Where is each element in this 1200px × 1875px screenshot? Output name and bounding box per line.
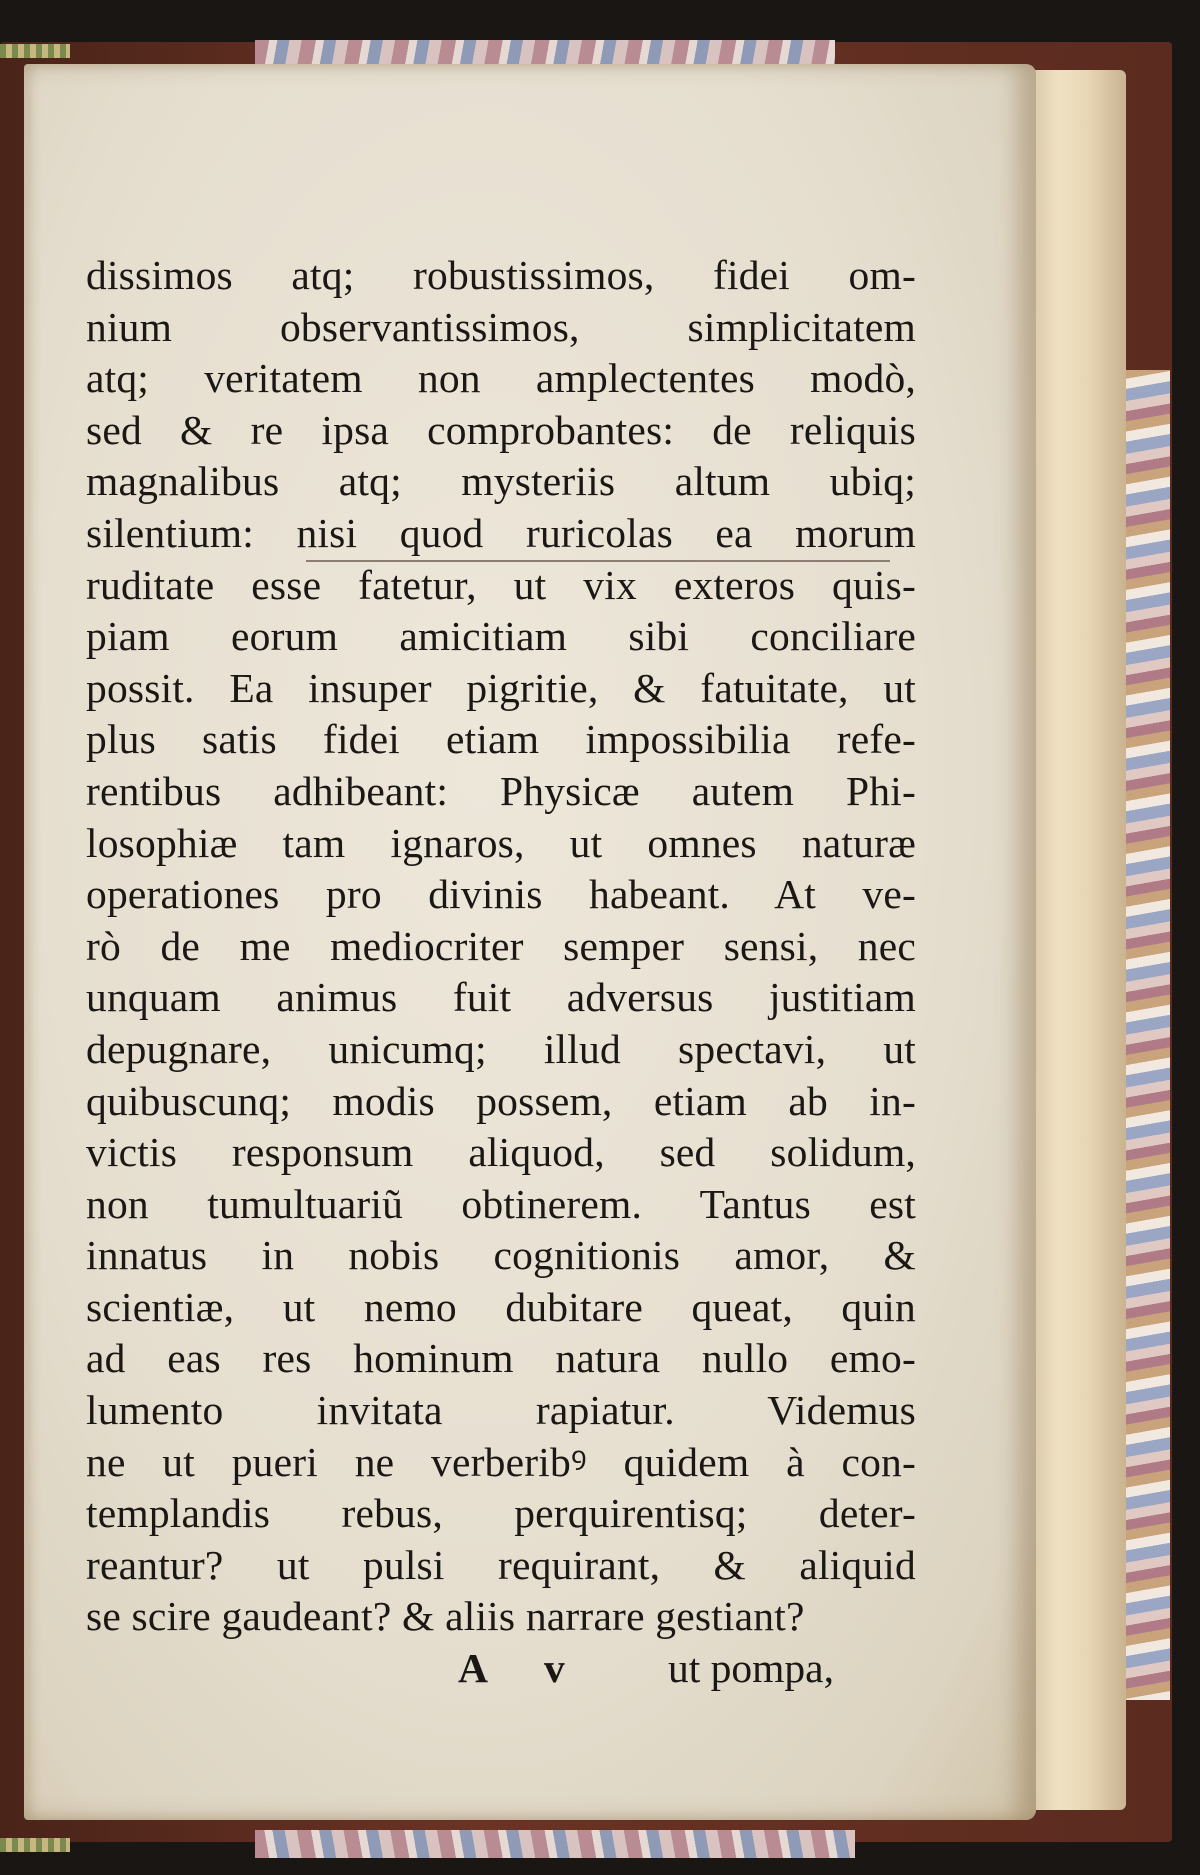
- text-line: unquam animus fuit adversus justitiam: [86, 974, 916, 1021]
- text-line: scientiæ, ut nemo dubitare queat, quin: [86, 1283, 916, 1330]
- text-line: sed & re ipsa comprobantes: de reliquis: [86, 406, 916, 453]
- marbled-edge-bottom: [255, 1830, 855, 1858]
- text-line: innatus in nobis cognitionis amor, &: [86, 1232, 916, 1279]
- text-line: plus satis fidei etiam impossibilia refe-: [86, 716, 916, 763]
- text-line: quibuscunq; modis possem, etiam ab in-: [86, 1077, 916, 1124]
- text-line: nium observantissimos, simplicitatem: [86, 303, 916, 350]
- text-line: losophiæ tam ignaros, ut omnes naturæ: [86, 819, 916, 866]
- tailband: [0, 1838, 70, 1852]
- text-line: possit. Ea insuper pigritie, & fatuitate, ut: [86, 664, 916, 711]
- headband: [0, 44, 70, 58]
- text-line: reantur? ut pulsi requirant, & aliquid: [86, 1541, 916, 1588]
- text-line: non tumultuariũ obtinerem. Tantus est: [86, 1180, 916, 1227]
- text-line: rentibus adhibeant: Physicæ autem Phi-: [86, 767, 916, 814]
- text-line: atq; veritatem non amplectentes modò,: [86, 355, 916, 402]
- text-line: lumento invitata rapiatur. Videmus: [86, 1387, 916, 1434]
- text-line: operationes pro divinis habeant. At ve-: [86, 871, 916, 918]
- text-line: templandis rebus, perquirentisq; deter-: [86, 1490, 916, 1537]
- text-line: ruditate esse fatetur, ut vix exteros quis-: [86, 561, 916, 608]
- page-text: [86, 250, 916, 1643]
- text-line: silentium: nisi quod ruricolas ea morum: [86, 509, 916, 556]
- catch-line: [86, 1640, 916, 1696]
- catchword: ut pompa,: [668, 1645, 834, 1691]
- signature-mark: A v: [458, 1645, 589, 1691]
- pencil-underline: [306, 560, 890, 562]
- book-page: [24, 64, 1036, 1820]
- text-line: ad eas res hominum natura nullo emo-: [86, 1335, 916, 1382]
- text-line: dissimos atq; robustissimos, fidei om-: [86, 252, 916, 298]
- text-line: se scire gaudeant? & aliis narrare gestiant?: [86, 1593, 805, 1640]
- text-line: depugnare, unicumq; illud spectavi, ut: [86, 1025, 916, 1072]
- text-line: piam eorum amicitiam sibi conciliare: [86, 613, 916, 660]
- text-line: ne ut pueri ne verberibꝰ quidem à con-: [86, 1438, 916, 1485]
- page-edges: [1030, 70, 1126, 1810]
- text-line: rò de me mediocriter semper sensi, nec: [86, 922, 916, 969]
- text-line: victis responsum aliquod, sed solidum,: [86, 1129, 916, 1176]
- text-line: magnalibus atq; mysteriis altum ubiq;: [86, 458, 916, 505]
